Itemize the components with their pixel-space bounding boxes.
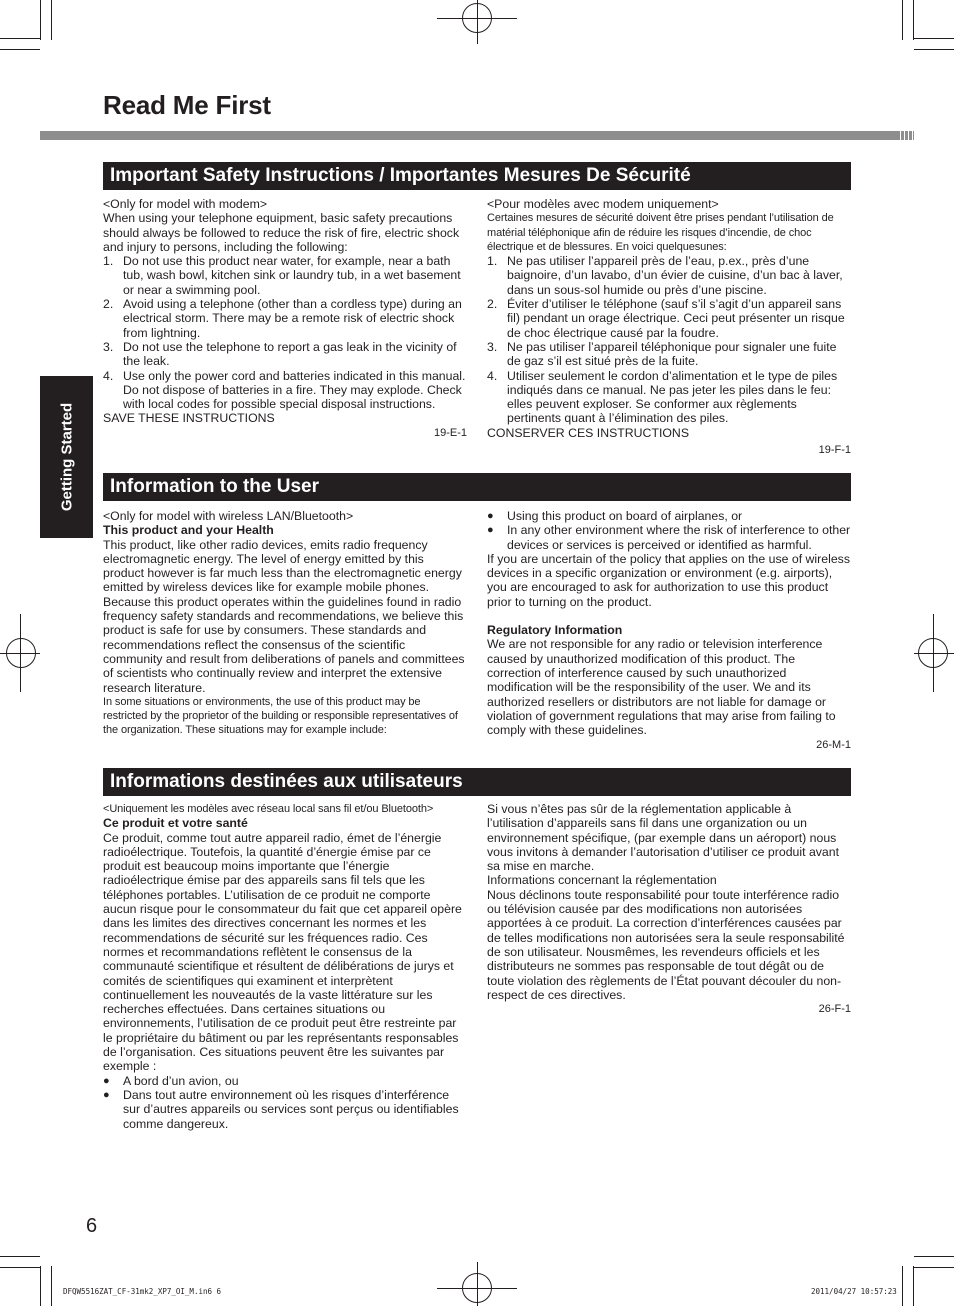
safety-fr-tag: <Pour modèles avec modem uniquement> (487, 197, 719, 211)
crop-mark (0, 49, 40, 50)
safety-heading: Important Safety Instructions / Importantes Mesures De Sécurité (103, 162, 851, 190)
item-text: Using this product on board of airplanes, or (507, 509, 743, 523)
info-fr-tag: <Uniquement les modèles avec réseau local sans fil et/ou Bluetooth> (103, 803, 434, 815)
item-text: Do not use the telephone to report a gas leak in the vicinity of the leak. (123, 339, 457, 369)
info-fr-bullets (103, 1074, 467, 1131)
list-item (487, 523, 851, 552)
crop-mark (913, 0, 914, 40)
safety-fr-intro: Certaines mesures de sécurité doivent être prises pendant l’utilisation de matérial téléphonique afin de réduire les risques d’incendie, de choc électrique et de blessures. En voici quelquesunes: (487, 212, 834, 253)
item-text: Éviter d’utiliser le téléphone (sauf s’il s’agit d’un appareil sans fil) pendant un orage électrique. Ceci peut présenter un risque de choc électrique causé par la foudre. (507, 297, 845, 340)
crop-mark (51, 1266, 52, 1306)
info-user-tag: <Only for model with wireless LAN/Bluetooth> (103, 509, 354, 523)
crop-mark (0, 1256, 40, 1257)
regulatory-body: We are not responsible for any radio or television interference caused by unauthorized modification of this product. The correction of interference caused by such unauthorized modification will be the responsibility of the user. We and its authorized resellers or distributors are not liable for damage or violation of government regulations that may arise from failing to comply with these guidelines. (487, 637, 836, 738)
crop-mark (902, 1266, 903, 1306)
page-title: Read Me First (103, 90, 271, 120)
registration-mark (477, 0, 478, 44)
info-user-heading: Information to the User (103, 473, 851, 501)
item-text: In any other environment where the risk of interference to other devices or services is perceived or identified as harmful. (507, 523, 851, 552)
info-user-subhead: This product and your Health (103, 523, 274, 538)
safety-fr-save: CONSERVER CES INSTRUCTIONS (487, 425, 690, 440)
info-user-body: This product, like other radio devices, emits radio frequency electromagnetic energy. The level of energy emitted by this product however is far much less than the electromagnetic energy emitted by wireless devices like for example mobile phones. Because this product operates within the guidelines found in radio frequency safety standards and recommendations, we believe this product is safe for use by consumers. These standards and recommendations reflect the consensus of the scientific community and result from deliberations of panels and committees of scientists who continually review and interpret the extensive research literature. (103, 537, 465, 695)
info-fr-reg-heading: Informations concernant la réglementation (487, 873, 717, 888)
reference-code: 19-E-1 (433, 426, 467, 439)
safety-en-intro: When using your telephone equipment, basic safety precautions should always be followed to reduce the risk of fire, electric shock and injury to persons, including the following: (103, 211, 460, 254)
info-fr-heading: Informations destinées aux utilisateurs (103, 768, 851, 796)
regulatory-heading: Regulatory Information (487, 623, 623, 638)
item-number: 4. (103, 368, 114, 383)
crop-mark (40, 1266, 41, 1306)
crop-mark (914, 49, 954, 50)
print-slug-date: 2011/04/27 10:57:23 (811, 1287, 897, 1296)
item-text: Use only the power cord and batteries indicated in this manual. Do not dispose of batteries in a fire. They may explode. Check with local codes for possible special disposal instructions. (123, 368, 466, 412)
crop-mark (914, 1256, 954, 1257)
info-user-bullets (487, 509, 851, 552)
bullet-icon: ● (487, 510, 494, 522)
info-user-para: If you are uncertain of the policy that applies on the use of wireless devices in a specific organization or environment (e.g. airports), you are encouraged to ask for authorization to use this product prior to turning on the product. (487, 551, 850, 609)
item-text: Avoid using a telephone (other than a cordless type) during an electrical storm. There may be a remote risk of electric shock from lightning. (123, 297, 462, 340)
list-item (487, 509, 851, 523)
item-number: 2. (487, 297, 498, 312)
bullet-icon: ● (103, 1074, 110, 1087)
print-slug-file: DFQW5516ZAT_CF-31mk2_XP7_OI_M.in6 6 (63, 1287, 222, 1296)
crop-mark (51, 0, 52, 40)
safety-en-list (103, 254, 467, 411)
safety-en-save: SAVE THESE INSTRUCTIONS (103, 411, 275, 426)
reference-code: 26-M-1 (816, 739, 851, 752)
side-tab (40, 376, 93, 538)
list-item (103, 297, 467, 340)
registration-mark (477, 1262, 478, 1306)
info-user-body-small: In some situations or environments, the use of this product may be restricted by the proprietor of the building or responsible representatives of the organization. These situations may for example include: (103, 695, 458, 737)
reference-code: 26-F-1 (818, 1003, 851, 1016)
item-text: Utiliser seulement le cordon d’alimentation et le type de piles indiqués dans ce manual. Ne pas jeter les piles dans le feu: elles peuvent exploser. Se conformer aux règlements pertinents quant à l’élimination des piles. (507, 368, 838, 426)
safety-fr-list (487, 254, 851, 426)
crop-mark (0, 1267, 40, 1268)
info-fr-body: Ce produit, comme tout autre appareil radio, émet de l’énergie radioélectrique. Toutefois, la quantité d’énergie émise par ce produit est beaucoup moins importante que l’énergie radioélectrique émise par des appareils sans fil tels que les téléphones portables. L’utilisation de ce produit ne comporte aucun risque pour le consommateur du fait que cet appareil opère dans les limites des directives concernant les normes et les recommendations de sécurité sur les fréquences radio. Ces normes et recommandations reflètent le consensus de la communauté scientifique et résultent de délibérations de jurys et comités de scientifiques qui examinent et interprètent continuellement les nouveautés de la vaste littérature sur les recherches effectuées. Dans certaines situations ou environnements, l’utilisation de ce produit peut être restreinte par le propriétaire du bâtiment ou par les représentants responsables de l’organisation. Ces situations peuvent être les suivantes par exemple : (103, 830, 462, 1074)
item-number: 1. (103, 254, 114, 269)
list-item (487, 254, 851, 297)
crop-mark (902, 0, 903, 40)
item-text: A bord d’un avion, ou (123, 1073, 239, 1088)
item-text: Ne pas utiliser l’appareil téléphonique pour signaler une fuite de gaz s’il est situé près de la fuite. (507, 339, 837, 369)
list-item (487, 297, 851, 340)
info-user-left (103, 509, 467, 738)
title-rule-ticks (900, 131, 914, 140)
list-item (103, 1074, 467, 1088)
registration-mark (20, 614, 21, 692)
info-fr-left (103, 802, 467, 1131)
safety-english (103, 197, 467, 440)
item-number: 4. (487, 368, 498, 383)
info-fr-right (487, 802, 851, 1016)
safety-french (487, 197, 851, 457)
title-rule (40, 131, 914, 140)
item-number: 1. (487, 254, 498, 269)
item-text: Ne pas utiliser l’appareil près de l’eau, p.ex., près d’une baignoire, d’un lavabo, d’un évier de cuisine, d’un bac à laver, dans un sous-sol humide ou près d’une piscine. (507, 254, 843, 297)
bullet-icon: ● (487, 524, 494, 537)
info-fr-para: Si vous n’êtes pas sûr de la réglementation applicable à l’utilisation d’appareils sans fil dans une organization ou un environnement spécifique, (par exemple dans un aéroport) nous vous invitons à demander l’autorisation d’utiliser ce produit avant sa mise en marche. (487, 802, 840, 874)
info-user-right (487, 509, 851, 752)
page-number: 6 (86, 1215, 98, 1237)
info-fr-reg-body: Nous déclinons toute responsabilité pour toute interférence radio ou télévision causée par des modifications non autorisées apportées à ce produit. La correction d’interférences causées par de telles modifications non autorisées sera la seule responsabilité de son utilisateur. Nousmêmes, les revendeurs officiels et les distributeurs ne sommes pas responsable de tout dégât ou de toute violation des règlements de l’État pouvant découler du non-respect de ces directives. (487, 887, 845, 1002)
crop-mark (914, 38, 954, 39)
item-text: Do not use this product near water, for example, near a bath tub, wash bowl, kitchen sink or laundry tub, in a wet basement or near a swimming pool. (123, 254, 461, 297)
crop-mark (0, 38, 40, 39)
item-text: Dans tout autre environnement où les risques d’interférence sur d’autres appareils ou services sont perçus ou identifiables comme dangereux. (123, 1087, 459, 1131)
crop-mark (913, 1266, 914, 1306)
item-number: 2. (103, 297, 114, 312)
info-fr-subhead: Ce produit et votre santé (103, 816, 248, 831)
bullet-icon: ● (103, 1088, 110, 1101)
list-item (487, 369, 851, 426)
list-item (103, 369, 467, 412)
list-item (487, 340, 851, 369)
registration-mark (933, 614, 934, 692)
list-item (103, 340, 467, 369)
reference-code: 19-F-1 (818, 444, 851, 457)
item-number: 3. (103, 339, 114, 354)
crop-mark (914, 1267, 954, 1268)
list-item (103, 1088, 467, 1131)
list-item (103, 254, 467, 297)
side-tab-label: Getting Started (58, 402, 75, 512)
crop-mark (40, 0, 41, 40)
item-number: 3. (487, 339, 498, 354)
safety-en-tag: <Only for model with modem> (103, 197, 268, 211)
registration-mark (914, 653, 954, 654)
